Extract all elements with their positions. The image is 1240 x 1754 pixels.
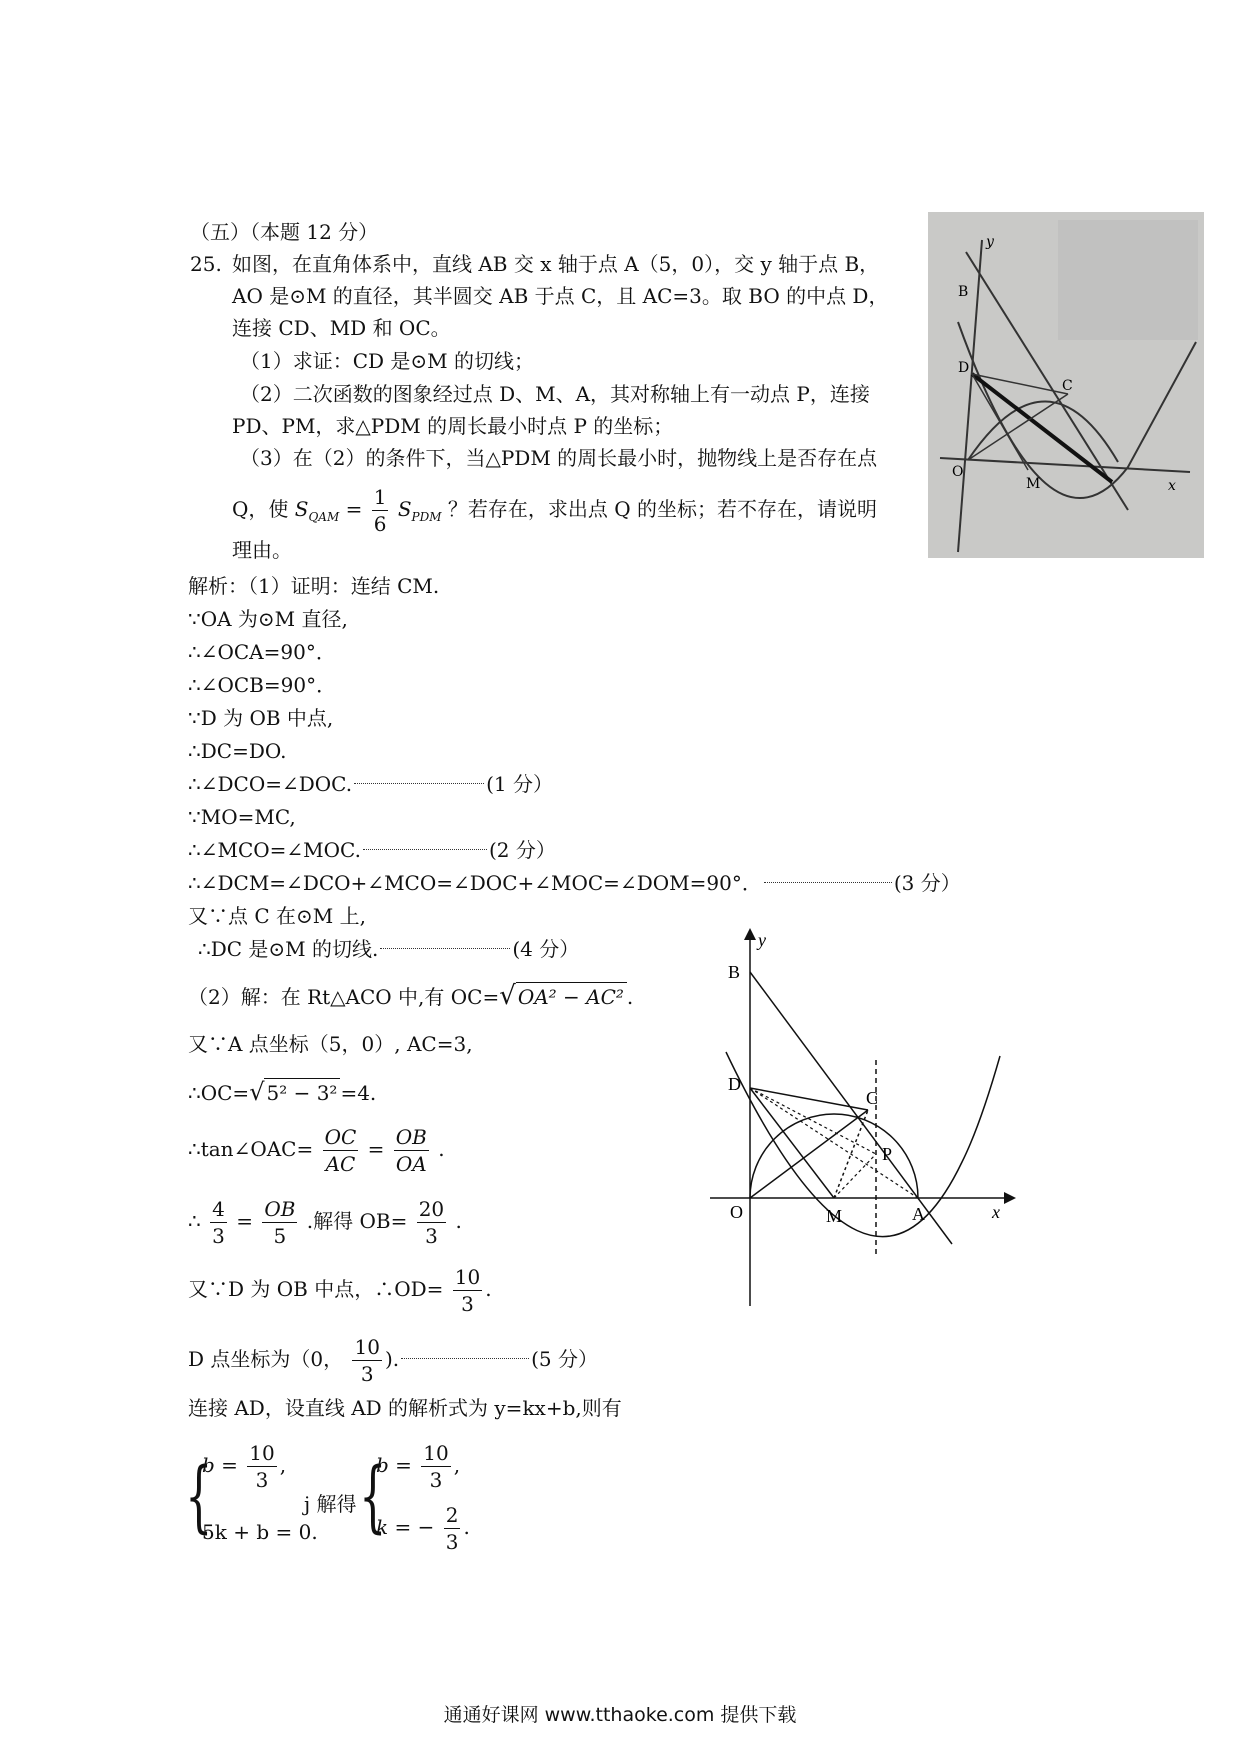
part2-line-5: ∴ $\frac{4}{3}$ = $\frac{OB}{5}$ .解得 OB= $\frac{20}{3}$ .: [188, 1197, 462, 1248]
frac-20-3: $\frac{20}{3}$: [418, 1197, 445, 1248]
photo-label-b: B: [958, 284, 969, 300]
photo-bleed-text: [1058, 220, 1198, 340]
footer-watermark: 通通好课网 www.tthaoke.com 提供下载: [443, 1704, 797, 1726]
solution-line-5: ∵D 为 OB 中点,: [188, 706, 334, 730]
equals: =: [345, 497, 363, 521]
area-subscript-2: PDM: [411, 510, 442, 524]
geometry-figure: [700, 926, 1020, 1316]
photo-label-o: O: [952, 464, 964, 480]
label-x: x: [992, 1202, 1000, 1222]
part2-line-1: （2）解：在 Rt△ACO 中,有 OC=√ OA² − AC² .: [188, 981, 634, 1011]
section-header: （五）（本题 12 分）: [190, 220, 379, 244]
area-subscript: QAM: [308, 510, 340, 524]
equation-systems: { b = $\frac{10}{3}$ , 5k + b = 0. j 解得 { b = $\frac{10}{3}$ , k = − $\frac{2}{3}$ .: [185, 1441, 470, 1554]
sqrt-expression: OA² − AC²: [516, 982, 627, 1009]
score-5: (5 分）: [531, 1347, 598, 1371]
solution-line-2: ∵OA 为⊙M 直径,: [188, 607, 348, 631]
label-p: P: [882, 1144, 893, 1164]
fraction-one-sixth: $\frac{1}{6}$: [373, 485, 387, 536]
score-2: (2 分）: [489, 838, 556, 862]
question-2b: PD、PM，求△PDM 的周长最小时点 P 的坐标；: [232, 414, 674, 438]
label-o: O: [730, 1202, 743, 1222]
part2-line-6: 又∵D 为 OB 中点，∴OD= $\frac{10}{3}$ .: [188, 1265, 492, 1316]
photo-label-y: y: [986, 234, 994, 250]
system-1-row-1: b = $\frac{10}{3}$ ,: [202, 1441, 287, 1492]
solution-start: 解析：（1）证明：连结 CM.: [188, 574, 440, 598]
frac-d-y: $\frac{10}{3}$: [354, 1335, 380, 1386]
label-d: D: [728, 1074, 741, 1094]
solution-line-11: 又∵点 C 在⊙M 上,: [188, 904, 366, 928]
part2-line-3: ∴OC=√ 5² − 3² =4.: [188, 1078, 377, 1106]
solution-line-4: ∴∠OCB=90°．: [188, 673, 337, 697]
frac-4-3: $\frac{4}{3}$: [212, 1197, 225, 1248]
label-b: B: [728, 962, 741, 982]
area-symbol: S: [294, 497, 309, 521]
solution-line-10: ∴∠DCM=∠DCO+∠MCO=∠DOC+∠MOC=∠DOM=90°． (3 分）: [188, 871, 961, 895]
solve-label: j 解得: [304, 1492, 357, 1516]
photo-label-c: C: [1062, 378, 1073, 394]
solution-line-8: ∵MO=MC,: [188, 805, 296, 829]
sqrt-numeric: 5² − 3²: [264, 1078, 340, 1105]
frac-oc-ac: $\frac{OC}{AC}$: [324, 1125, 357, 1176]
system-2-row-2: k = − $\frac{2}{3}$ .: [376, 1503, 470, 1554]
part2-line-2: 又∵A 点坐标（5，0）, AC=3,: [188, 1032, 473, 1056]
score-3: (3 分）: [893, 871, 961, 895]
problem-line-2: AO 是⊙M 的直径，其半圆交 AB 于点 C，且 AC=3。取 BO 的中点 D，: [232, 284, 889, 308]
semicircle: [750, 1114, 918, 1198]
segment-mp: [834, 1154, 876, 1198]
question-1: （1）求证：CD 是⊙M 的切线；: [240, 349, 535, 373]
problem-line-1: 如图，在直角体系中，直线 AB 交 x 轴于点 A（5，0），交 y 轴于点 B，: [232, 252, 880, 276]
system-2-row-1: b = $\frac{10}{3}$ ,: [376, 1441, 461, 1492]
segment-dm: [750, 1088, 834, 1198]
label-a: A: [912, 1204, 925, 1224]
question-3b: [232, 484, 877, 537]
photo-label-d: D: [958, 360, 970, 376]
label-c: C: [866, 1088, 879, 1108]
parabola: [726, 1052, 1000, 1237]
score-1: (1 分）: [486, 772, 554, 796]
area-symbol-2: S: [397, 497, 412, 521]
q3b-prefix: Q，使: [232, 497, 289, 521]
question-3a: （3）在（2）的条件下，当△PDM 的周长最小时，抛物线上是否存在点: [240, 446, 878, 470]
part2-line-7: D 点坐标为（0， $\frac{10}{3}$ ). (5 分）: [188, 1335, 598, 1386]
solution-line-12: ∴DC 是⊙M 的切线. (4 分）: [198, 937, 580, 961]
label-m: M: [826, 1206, 843, 1226]
photo-label-m: M: [1026, 476, 1041, 492]
part2-line-4: ∴tan∠OAC= $\frac{OC}{AC}$ = $\frac{OB}{OA}$ .: [188, 1125, 445, 1176]
score-4: (4 分）: [512, 937, 580, 961]
frac-ob-oa: $\frac{OB}{OA}$: [395, 1125, 427, 1176]
system-1-row-2: 5k + b = 0.: [202, 1520, 318, 1544]
question-2a: （2）二次函数的图象经过点 D、M、A，其对称轴上有一动点 P，连接: [240, 382, 870, 406]
q3b-suffix: ？若存在，求出点 Q 的坐标；若不存在，请说明: [447, 497, 878, 521]
label-y: y: [758, 930, 766, 950]
question-3c: 理由。: [232, 538, 292, 562]
photo-label-x: x: [1168, 478, 1176, 494]
solution-line-6: ∴DC=DO.: [188, 739, 287, 763]
photo-figure: [928, 212, 1204, 558]
problem-line-3: 连接 CD、MD 和 OC。: [232, 316, 451, 340]
solution-line-9: ∴∠MCO=∠MOC. (2 分）: [188, 838, 556, 862]
frac-ob-5: $\frac{OB}{5}$: [264, 1197, 296, 1248]
solution-line-3: ∴∠OCA=90°．: [188, 640, 336, 664]
solution-line-7: ∴∠DCO=∠DOC. (1 分）: [188, 772, 554, 796]
part2-line-8: 连接 AD，设直线 AD 的解析式为 y=kx+b,则有: [188, 1396, 622, 1420]
problem-number: 25.: [190, 252, 222, 276]
frac-10-3: $\frac{10}{3}$: [454, 1265, 481, 1316]
